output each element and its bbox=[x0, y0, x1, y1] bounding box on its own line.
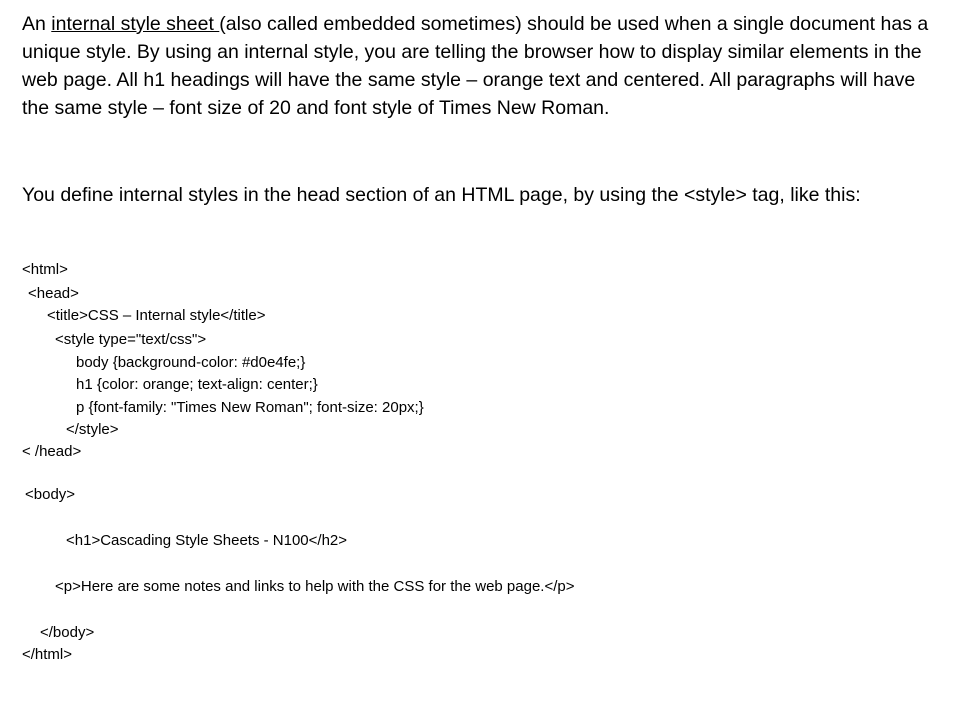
code-html-open: <html> bbox=[22, 261, 68, 278]
code-head-open: <head> bbox=[28, 285, 79, 302]
define-styles-paragraph: You define internal styles in the head section of an HTML page, by using the <style> tag, like this: bbox=[22, 184, 861, 206]
code-rule-body: body {background-color: #d0e4fe;} bbox=[76, 354, 306, 371]
code-title-line: <title>CSS – Internal style</title> bbox=[47, 307, 266, 324]
code-p-line: <p>Here are some notes and links to help with the CSS for the web page.</p> bbox=[55, 578, 575, 595]
code-rule-h1: h1 {color: orange; text-align: center;} bbox=[76, 376, 318, 393]
internal-style-sheet-term: internal style sheet bbox=[51, 13, 220, 35]
intro-paragraph bbox=[22, 10, 940, 122]
code-h1-line: <h1>Cascading Style Sheets - N100</h2> bbox=[66, 532, 348, 549]
code-style-open: <style type="text/css"> bbox=[55, 331, 207, 348]
code-html-close: </html> bbox=[22, 646, 73, 663]
code-head-close: < /head> bbox=[22, 443, 82, 460]
intro-text-rest: (also called embedded sometimes) should be used when a single document has a unique style. By using an internal style, you are telling the browser how to display similar elements in the web page. All h1 headings will have the same style – orange text and centered. All paragraphs will have the same style – font size of 20 and font style of Times New Roman. bbox=[22, 13, 929, 119]
intro-text-start: An bbox=[22, 13, 52, 35]
code-body-close: </body> bbox=[40, 624, 95, 641]
code-body-open: <body> bbox=[25, 486, 76, 503]
code-rule-p: p {font-family: "Times New Roman"; font-size: 20px;} bbox=[76, 399, 424, 416]
code-style-close: </style> bbox=[66, 421, 119, 438]
